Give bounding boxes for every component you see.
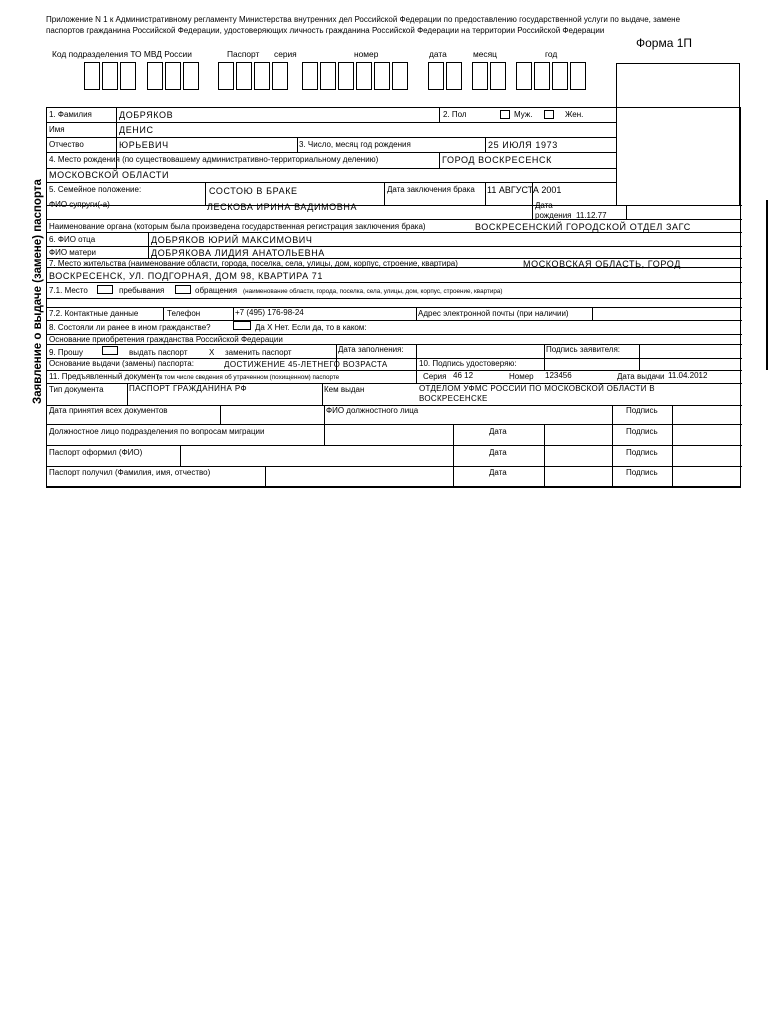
spouse-label: ФИО супруги(-а) <box>49 200 110 209</box>
sex-female-checkbox[interactable] <box>544 110 554 119</box>
phone-label: Телефон <box>167 309 201 318</box>
residence-label: 7. Место жительства (наименование области, города, поселка, села, улицы, дом, корпус, строение, квартира) <box>49 259 458 268</box>
sex-female-label: Жен. <box>565 110 584 119</box>
unit-code-label: Код подразделения ТО МВД России <box>52 49 192 59</box>
citizenship-yes-no: Да X Нет. Если да, то в каком: <box>255 323 367 332</box>
issue-basis-value[interactable]: ДОСТИЖЕНИЕ 45-ЛЕТНЕГО ВОЗРАСТА <box>224 360 388 369</box>
name-value[interactable]: ДЕНИС <box>119 125 154 135</box>
phone-value[interactable]: +7 (495) 176-98-24 <box>235 308 304 317</box>
fill-date-label: Дата заполнения: <box>338 345 404 354</box>
issue-basis-label: Основание выдачи (замены) паспорта: <box>49 359 194 368</box>
mother-label: ФИО матери <box>49 248 96 257</box>
date-label-3: Дата <box>489 468 507 477</box>
issue-checkbox[interactable] <box>102 346 118 355</box>
certify-label: 10. Подпись удостоверяю: <box>419 359 517 368</box>
docs-accepted-label: Дата принятия всех документов <box>49 406 168 415</box>
signature-label-3: Подпись <box>626 448 658 457</box>
marriage-date-value[interactable]: 11 АВГУСТА 2001 <box>487 185 562 195</box>
marriage-date-label: Дата заключения брака <box>387 185 475 194</box>
issue-date-label: Дата выдачи <box>617 372 665 381</box>
birthdate-value[interactable]: 25 ИЮЛЯ 1973 <box>488 140 558 150</box>
registry-org-label: Наименование органа (которым была произведена государственная регистрация заключения брака) <box>49 222 426 231</box>
issued-by-value-2[interactable]: ВОСКРЕСЕНСКЕ <box>419 394 488 403</box>
date-label-1: Дата <box>489 427 507 436</box>
date-label: дата <box>429 49 447 59</box>
marital-value[interactable]: СОСТОЮ В БРАКЕ <box>209 186 298 196</box>
official-name-label: ФИО должностного лица <box>326 406 419 415</box>
stay-label: пребывания <box>119 286 165 295</box>
passport-label: Паспорт <box>227 49 260 59</box>
appeal-label: обращения <box>195 286 238 295</box>
application-form <box>46 107 741 488</box>
replace-label: заменить паспорт <box>225 348 292 357</box>
form-title: Форма 1П <box>636 36 693 50</box>
series-value[interactable]: 46 12 <box>453 371 474 380</box>
birthplace-label: 4. Место рождения (по существовашему административно-территориальному делению) <box>49 155 379 164</box>
citizenship-yes-checkbox[interactable] <box>233 321 251 330</box>
presented-label: 11. Предъявленный документ <box>49 372 160 381</box>
series-label: Серия <box>423 372 447 381</box>
contacts-label: 7.2. Контактные данные <box>49 309 139 318</box>
surname-value[interactable]: ДОБРЯКОВ <box>119 110 174 120</box>
spouse-dob-value[interactable]: 11.12.77 <box>576 211 607 220</box>
date-label-2: Дата <box>489 448 507 457</box>
marital-label: 5. Семейное положение: <box>49 185 142 194</box>
presented-hint: (в том числе сведения об утраченном (похищенном) паспорте <box>157 374 340 381</box>
sex-male-label: Муж. <box>514 110 533 119</box>
place-label: 7.1. Место <box>49 286 88 295</box>
issue-date-value[interactable]: 11.04.2012 <box>668 371 708 380</box>
birthdate-label: 3. Число, месяц год рождения <box>299 140 411 149</box>
father-label: 6. ФИО отца <box>49 235 96 244</box>
residence-value-2[interactable]: ВОСКРЕСЕНСК, УЛ. ПОДГОРНАЯ, ДОМ 98, КВАРТИРА 71 <box>49 271 323 281</box>
patronymic-value[interactable]: ЮРЬЕВИЧ <box>119 140 169 150</box>
migration-officer-label: Должностное лицо подразделения по вопросам миграции <box>49 427 265 436</box>
sex-label: 2. Пол <box>443 110 467 119</box>
mother-value[interactable]: ДОБРЯКОВА ЛИДИЯ АНАТОЛЬЕВНА <box>151 248 325 258</box>
header-text: Приложение N 1 к Административному регламенту Министерства внутренних дел Российской Федерации по предоставлению государственной услуги по выдаче, замене паспортов гражданина Российской Федерации, удостоверяющих личность гражданина Российской Федерации на территории Российской Федерации <box>46 15 681 35</box>
signature-label-2: Подпись <box>626 427 658 436</box>
citizenship-label: 8. Состояли ли ранее в ином гражданстве? <box>49 323 211 332</box>
appeal-hint: (наименование области, города, поселка, села, улицы, дом, корпус, строение, квартира) <box>243 288 503 295</box>
issued-fio-label: Паспорт оформил (ФИО) <box>49 448 143 457</box>
number-value[interactable]: 123456 <box>545 371 572 380</box>
spouse-value[interactable]: ЛЕСКОВА ИРИНА ВАДИМОВНА <box>207 202 358 212</box>
name-label: Имя <box>49 125 65 134</box>
signature-label-1: Подпись <box>626 406 658 415</box>
number-label: номер <box>354 49 379 59</box>
series-label: серия <box>274 49 297 59</box>
received-label: Паспорт получил (Фамилия, имя, отчество) <box>49 468 211 477</box>
father-value[interactable]: ДОБРЯКОВ ЮРИЙ МАКСИМОВИЧ <box>151 235 313 245</box>
applicant-sign-label: Подпись заявителя: <box>546 345 621 354</box>
birthplace-region-value[interactable]: МОСКОВСКОЙ ОБЛАСТИ <box>49 170 170 180</box>
side-title: Заявление о выдаче (замене) паспорта <box>32 179 44 404</box>
doc-type-label: Тип документа <box>49 385 104 394</box>
spouse-dob-label-1: Дата <box>535 201 553 210</box>
number-label-2: Номер <box>509 372 534 381</box>
spouse-dob-label-2: рождения <box>535 211 572 220</box>
appeal-checkbox[interactable] <box>175 285 191 294</box>
sex-male-checkbox[interactable] <box>500 110 510 119</box>
replace-mark: X <box>209 348 215 357</box>
acquisition-basis-label: Основание приобретения гражданства Российской Федерации <box>49 335 283 344</box>
issued-by-label: Кем выдан <box>324 385 365 394</box>
signature-label-4: Подпись <box>626 468 658 477</box>
stay-checkbox[interactable] <box>97 285 113 294</box>
registry-org-value[interactable]: ВОСКРЕСЕНСКИЙ ГОРОДСКОЙ ОТДЕЛ ЗАГС <box>475 222 691 232</box>
doc-type-value[interactable]: ПАСПОРТ ГРАЖДАНИНА РФ <box>129 384 247 393</box>
issue-label: выдать паспорт <box>129 348 188 357</box>
patronymic-label: Отчество <box>49 140 84 149</box>
issued-by-value-1[interactable]: ОТДЕЛОМ УФМС РОССИИ ПО МОСКОВСКОЙ ОБЛАСТИ В <box>419 384 655 393</box>
residence-value-1[interactable]: МОСКОВСКАЯ ОБЛАСТЬ, ГОРОД <box>523 259 681 269</box>
year-label: год <box>545 49 558 59</box>
request-label: 9. Прошу <box>49 348 83 357</box>
surname-label: 1. Фамилия <box>49 110 92 119</box>
birthplace-city-value[interactable]: ГОРОД ВОСКРЕСЕНСК <box>442 155 552 165</box>
month-label: месяц <box>473 49 497 59</box>
email-label: Адрес электронной почты (при наличии) <box>418 309 569 318</box>
